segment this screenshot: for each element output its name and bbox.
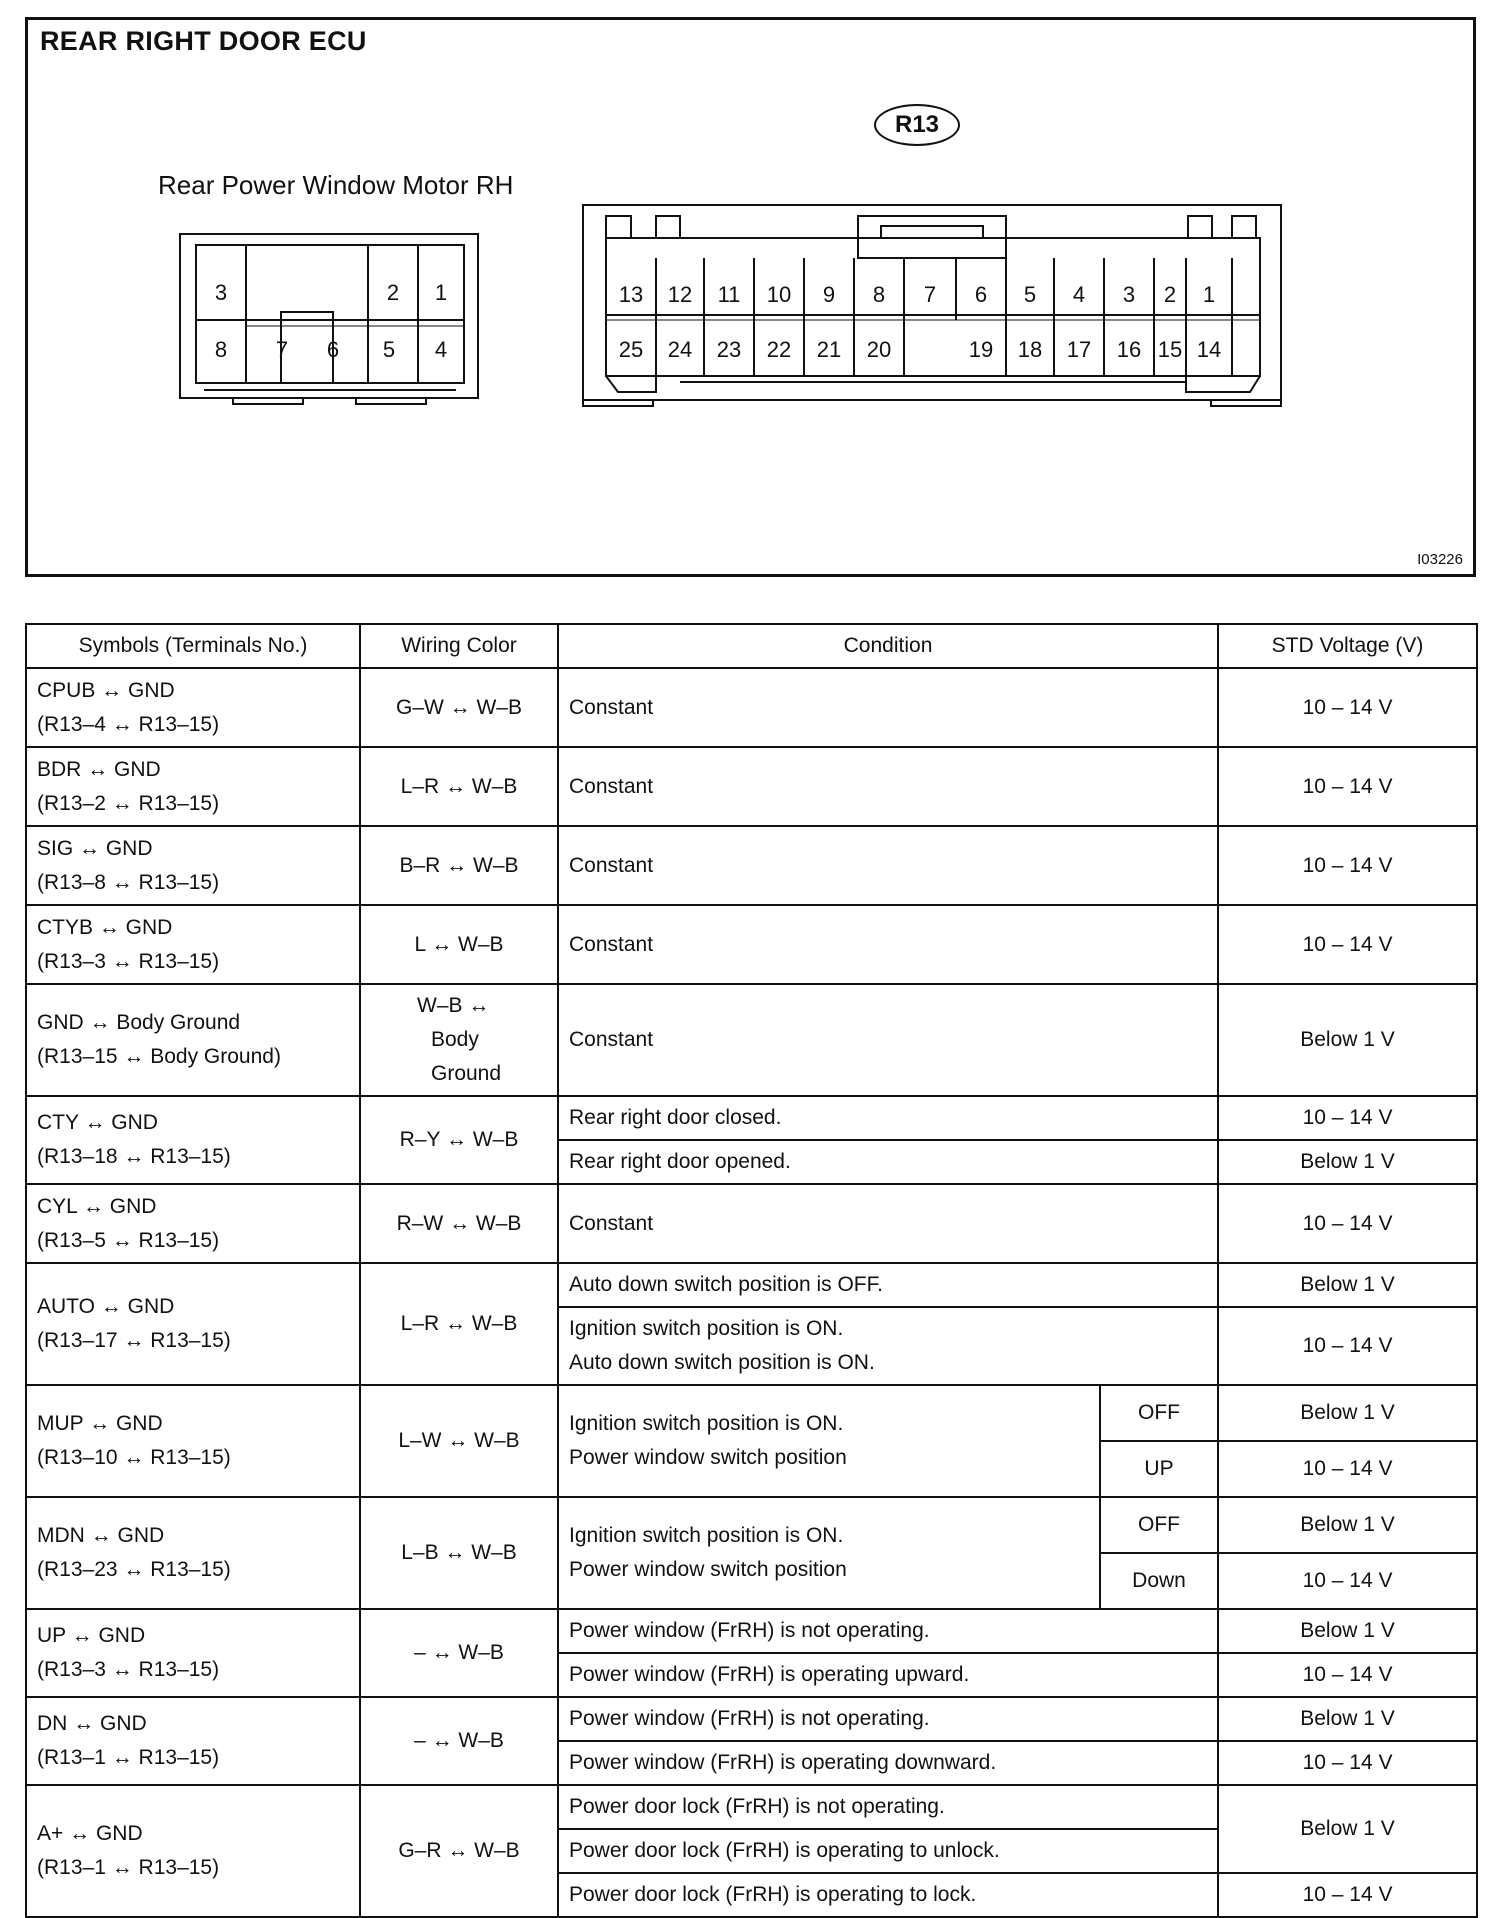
- terminal-text: (R13–17 ↔ R13–15): [37, 1329, 231, 1352]
- voltage-cell: 10 – 14 V: [1218, 1741, 1477, 1785]
- wiring-color-cell: G–W ↔ W–B: [360, 668, 558, 747]
- condition-cell: Power window (FrRH) is operating downward.: [558, 1741, 1218, 1785]
- table-row: [26, 1697, 1477, 1741]
- ecu-pin-label: 15: [1157, 337, 1183, 362]
- table-row: [26, 905, 1477, 984]
- motor-pin-label: 8: [214, 337, 228, 362]
- symbol-cell: [26, 1697, 360, 1785]
- table-header-row: [26, 624, 1477, 668]
- connector-id-badge: R13: [874, 104, 960, 146]
- condition-cell: Rear right door closed.: [558, 1096, 1218, 1140]
- terminal-text: (R13–5 ↔ R13–15): [37, 1228, 220, 1252]
- ecu-pin-label: 22: [766, 337, 792, 362]
- ecu-pin-label: 13: [618, 282, 644, 307]
- symbol-text: CTYB ↔ GND: [37, 915, 173, 939]
- condition-cell: [558, 1385, 1100, 1497]
- voltage-cell: Below 1 V: [1218, 1785, 1477, 1873]
- symbol-text: SIG ↔ GND: [37, 836, 153, 860]
- header-symbols: Symbols (Terminals No.): [26, 624, 360, 668]
- figure-code: I03226: [1417, 551, 1463, 568]
- symbol-cell: [26, 1497, 360, 1609]
- voltage-cell: 10 – 14 V: [1218, 1184, 1477, 1263]
- terminal-text: (R13–1 ↔ R13–15): [37, 1856, 220, 1879]
- condition-cell: Constant: [558, 1184, 1218, 1263]
- wiring-color-cell: L–B ↔ W–B: [360, 1497, 558, 1609]
- voltage-cell: Below 1 V: [1218, 1497, 1477, 1553]
- ecu-pin-label: 11: [717, 282, 741, 307]
- switch-position-cell: OFF: [1100, 1385, 1218, 1441]
- figure-title: REAR RIGHT DOOR ECU: [40, 26, 367, 56]
- symbol-text: UP ↔ GND: [37, 1624, 146, 1647]
- condition-cell: Power door lock (FrRH) is operating to lock.: [558, 1873, 1218, 1917]
- terminal-text: (R13–1 ↔ R13–15): [37, 1746, 220, 1769]
- condition-cell: Constant: [558, 668, 1218, 747]
- condition-text: Auto down switch position is ON.: [569, 1351, 875, 1374]
- voltage-cell: 10 – 14 V: [1218, 1307, 1477, 1385]
- table-row: [26, 984, 1477, 1096]
- condition-cell: Constant: [558, 826, 1218, 905]
- terminal-text: (R13–10 ↔ R13–15): [37, 1446, 231, 1469]
- ecu-pin-label: 20: [866, 337, 892, 362]
- condition-text: Ignition switch position is ON.: [569, 1412, 844, 1435]
- table-row: [26, 668, 1477, 747]
- ecu-pin-label: 16: [1116, 337, 1142, 362]
- ecu-pin-label: 19: [968, 337, 994, 362]
- ecu-pin-label: 2: [1163, 282, 1177, 307]
- ecu-pin-label: 17: [1066, 337, 1092, 362]
- wiring-color-cell: R–W ↔ W–B: [360, 1184, 558, 1263]
- symbol-text: CYL ↔ GND: [37, 1194, 157, 1218]
- wiring-color-cell: R–Y ↔ W–B: [360, 1096, 558, 1184]
- symbol-cell: [26, 1184, 360, 1263]
- wiring-color-cell: L–W ↔ W–B: [360, 1385, 558, 1497]
- ecu-pin-label: 4: [1072, 282, 1086, 307]
- ecu-pin-dividers: [656, 258, 1232, 376]
- symbol-cell: [26, 984, 360, 1096]
- symbol-text: CTY ↔ GND: [37, 1111, 158, 1134]
- ecu-pin-label: 12: [667, 282, 693, 307]
- voltage-cell: Below 1 V: [1218, 984, 1477, 1096]
- condition-cell: Power window (FrRH) is operating upward.: [558, 1653, 1218, 1697]
- table-row: [26, 1096, 1477, 1140]
- wiring-color-cell: L–R ↔ W–B: [360, 747, 558, 826]
- connector-drawings: [28, 20, 1473, 574]
- terminal-text: (R13–4 ↔ R13–15): [37, 712, 220, 736]
- motor-label: Rear Power Window Motor RH: [158, 170, 514, 200]
- wiring-color-cell: [360, 984, 558, 1096]
- voltage-cell: Below 1 V: [1218, 1609, 1477, 1653]
- terminal-text: (R13–2 ↔ R13–15): [37, 791, 220, 815]
- condition-cell: Power door lock (FrRH) is not operating.: [558, 1785, 1218, 1829]
- condition-cell: Power door lock (FrRH) is operating to unlock.: [558, 1829, 1218, 1873]
- condition-cell: Constant: [558, 984, 1218, 1096]
- condition-cell: Auto down switch position is OFF.: [558, 1263, 1218, 1307]
- symbol-text: MUP ↔ GND: [37, 1412, 163, 1435]
- symbol-cell: [26, 826, 360, 905]
- symbol-text: AUTO ↔ GND: [37, 1295, 175, 1318]
- symbol-text: BDR ↔ GND: [37, 757, 161, 781]
- condition-cell: [558, 1497, 1100, 1609]
- terminal-text: (R13–18 ↔ R13–15): [37, 1145, 231, 1168]
- ecu-pin-label: 7: [923, 282, 937, 307]
- connector-figure: [25, 17, 1476, 577]
- header-condition: Condition: [558, 624, 1218, 668]
- table-row: [26, 826, 1477, 905]
- ecu-pin-label: 18: [1017, 337, 1043, 362]
- motor-pin-label: 3: [214, 280, 228, 305]
- motor-pin-label: 5: [382, 337, 396, 362]
- wiring-color-text: W–B ↔: [417, 994, 490, 1017]
- condition-cell: Constant: [558, 747, 1218, 826]
- switch-position-cell: OFF: [1100, 1497, 1218, 1553]
- symbol-text: MDN ↔ GND: [37, 1524, 165, 1547]
- motor-pin-label: 2: [386, 280, 400, 305]
- terminal-text: (R13–23 ↔ R13–15): [37, 1558, 231, 1581]
- wiring-color-cell: – ↔ W–B: [360, 1697, 558, 1785]
- symbol-cell: [26, 1609, 360, 1697]
- condition-text: Power window switch position: [569, 1558, 847, 1581]
- symbol-cell: [26, 1096, 360, 1184]
- voltage-cell: Below 1 V: [1218, 1697, 1477, 1741]
- header-std-voltage: STD Voltage (V): [1218, 624, 1477, 668]
- voltage-cell: Below 1 V: [1218, 1263, 1477, 1307]
- symbol-text: GND ↔ Body Ground: [37, 1011, 241, 1034]
- wiring-color-cell: L ↔ W–B: [360, 905, 558, 984]
- wiring-color-cell: G–R ↔ W–B: [360, 1785, 558, 1917]
- wiring-color-cell: L–R ↔ W–B: [360, 1263, 558, 1385]
- terminal-spec-table: [25, 623, 1478, 1918]
- terminal-text: (R13–15 ↔ Body Ground): [37, 1045, 281, 1068]
- ecu-pin-label: 24: [667, 337, 693, 362]
- symbol-cell: [26, 747, 360, 826]
- condition-cell: Rear right door opened.: [558, 1140, 1218, 1184]
- ecu-pin-label: 21: [816, 337, 842, 362]
- ecu-pin-label: 8: [872, 282, 886, 307]
- voltage-cell: Below 1 V: [1218, 1385, 1477, 1441]
- ecu-pin-label: 23: [716, 337, 742, 362]
- motor-connector: [180, 234, 478, 404]
- wiring-color-cell: – ↔ W–B: [360, 1609, 558, 1697]
- ecu-pin-label: 9: [822, 282, 836, 307]
- terminal-text: (R13–3 ↔ R13–15): [37, 949, 220, 973]
- ecu-pin-label: 5: [1023, 282, 1037, 307]
- voltage-cell: 10 – 14 V: [1218, 747, 1477, 826]
- motor-pin-label: 7: [275, 337, 289, 362]
- symbol-cell: [26, 1263, 360, 1385]
- ecu-pin-label: 25: [618, 337, 644, 362]
- wiring-color-cell: B–R ↔ W–B: [360, 826, 558, 905]
- table-row: [26, 1263, 1477, 1307]
- voltage-cell: 10 – 14 V: [1218, 668, 1477, 747]
- wiring-color-text: Body Ground: [431, 1028, 502, 1085]
- voltage-cell: 10 – 14 V: [1218, 1873, 1477, 1917]
- terminal-text: (R13–8 ↔ R13–15): [37, 870, 220, 894]
- header-wiring-color: Wiring Color: [360, 624, 558, 668]
- condition-cell: Constant: [558, 905, 1218, 984]
- table-row: [26, 1497, 1477, 1553]
- condition-text: Power window switch position: [569, 1446, 847, 1469]
- switch-position-cell: Down: [1100, 1553, 1218, 1609]
- condition-text: Ignition switch position is ON.: [569, 1317, 844, 1340]
- voltage-cell: 10 – 14 V: [1218, 905, 1477, 984]
- symbol-text: DN ↔ GND: [37, 1712, 147, 1735]
- switch-position-cell: UP: [1100, 1441, 1218, 1497]
- symbol-cell: [26, 1785, 360, 1917]
- ecu-pin-label: 6: [974, 282, 988, 307]
- voltage-cell: Below 1 V: [1218, 1140, 1477, 1184]
- motor-pin-label: 1: [434, 280, 448, 305]
- condition-cell: Power window (FrRH) is not operating.: [558, 1609, 1218, 1653]
- ecu-pin-label: 10: [766, 282, 792, 307]
- voltage-cell: 10 – 14 V: [1218, 1096, 1477, 1140]
- table-row: [26, 1385, 1477, 1441]
- ecu-pin-label: 1: [1202, 282, 1216, 307]
- voltage-cell: 10 – 14 V: [1218, 826, 1477, 905]
- symbol-cell: [26, 1385, 360, 1497]
- symbol-cell: [26, 905, 360, 984]
- condition-cell: [558, 1307, 1218, 1385]
- table-row: [26, 1785, 1477, 1829]
- condition-cell: Power window (FrRH) is not operating.: [558, 1697, 1218, 1741]
- table-row: [26, 1609, 1477, 1653]
- ecu-pin-label: 14: [1196, 337, 1222, 362]
- motor-pin-label: 6: [326, 337, 340, 362]
- terminal-text: (R13–3 ↔ R13–15): [37, 1658, 220, 1681]
- ecu-pin-label: 3: [1122, 282, 1136, 307]
- voltage-cell: 10 – 14 V: [1218, 1441, 1477, 1497]
- symbol-text: A+ ↔ GND: [37, 1822, 143, 1845]
- voltage-cell: 10 – 14 V: [1218, 1553, 1477, 1609]
- condition-text: Ignition switch position is ON.: [569, 1524, 844, 1547]
- symbol-cell: [26, 668, 360, 747]
- table-row: [26, 1184, 1477, 1263]
- symbol-text: CPUB ↔ GND: [37, 678, 175, 702]
- table-row: [26, 747, 1477, 826]
- voltage-cell: 10 – 14 V: [1218, 1653, 1477, 1697]
- motor-pin-label: 4: [434, 337, 448, 362]
